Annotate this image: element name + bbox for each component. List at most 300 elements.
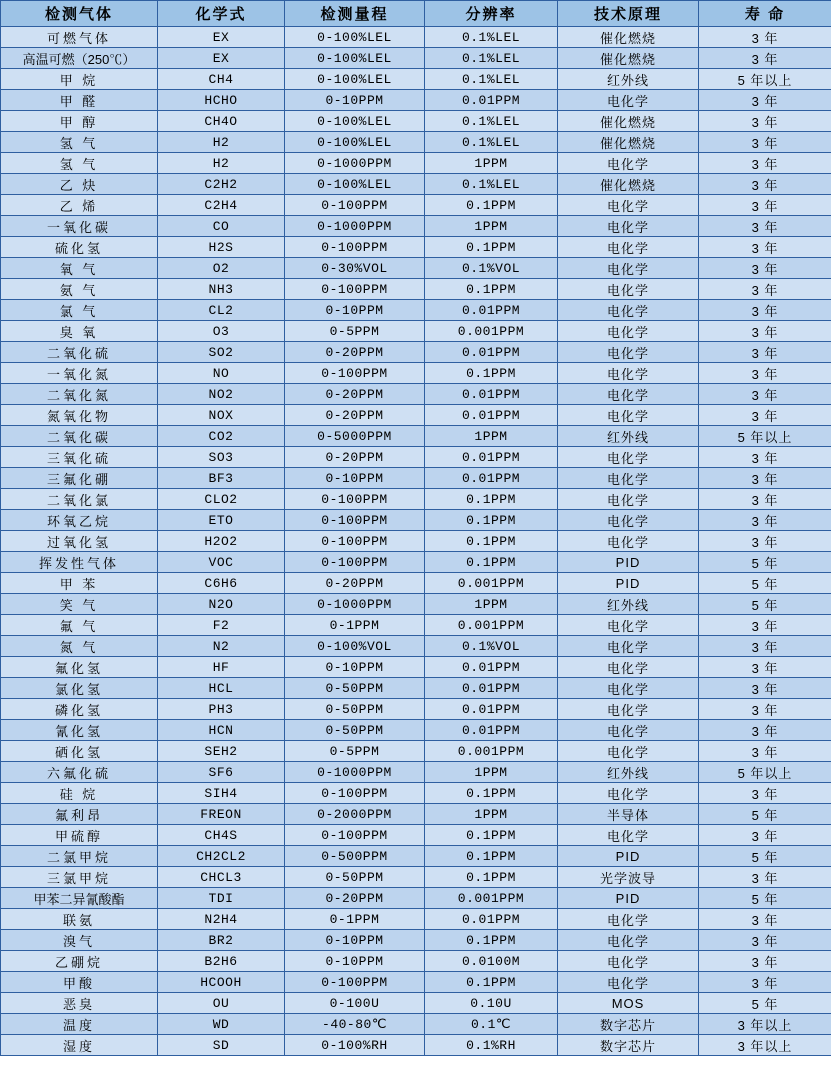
cell-formula: VOC	[158, 552, 285, 573]
cell-range: 0-100PPM	[285, 825, 425, 846]
cell-lifetime: 3 年	[699, 741, 831, 762]
cell-range: 0-100%LEL	[285, 27, 425, 48]
cell-gas: 六氟化硫	[1, 762, 158, 783]
cell-principle: 红外线	[558, 69, 699, 90]
cell-lifetime: 3 年	[699, 48, 831, 69]
cell-gas: 挥发性气体	[1, 552, 158, 573]
cell-resolution: 0.001PPM	[425, 573, 558, 594]
cell-gas: 氮 气	[1, 636, 158, 657]
cell-lifetime: 3 年	[699, 909, 831, 930]
cell-lifetime: 3 年	[699, 363, 831, 384]
table-row	[1, 804, 831, 825]
table-row	[1, 174, 831, 195]
cell-lifetime: 3 年	[699, 783, 831, 804]
cell-lifetime: 3 年	[699, 636, 831, 657]
cell-lifetime: 5 年	[699, 552, 831, 573]
cell-range: 0-100PPM	[285, 195, 425, 216]
cell-range: 0-100%LEL	[285, 69, 425, 90]
cell-principle: 电化学	[558, 972, 699, 993]
cell-principle: 数字芯片	[558, 1014, 699, 1035]
cell-range: 0-5PPM	[285, 741, 425, 762]
cell-lifetime: 3 年	[699, 510, 831, 531]
table-row	[1, 762, 831, 783]
cell-formula: CHCL3	[158, 867, 285, 888]
cell-principle: 电化学	[558, 825, 699, 846]
cell-lifetime: 5 年	[699, 804, 831, 825]
cell-principle: 电化学	[558, 636, 699, 657]
cell-resolution: 1PPM	[425, 426, 558, 447]
cell-resolution: 0.1%LEL	[425, 69, 558, 90]
table-row	[1, 405, 831, 426]
cell-resolution: 0.1%LEL	[425, 27, 558, 48]
cell-range: 0-5PPM	[285, 321, 425, 342]
cell-lifetime: 3 年	[699, 825, 831, 846]
cell-range: 0-100%RH	[285, 1035, 425, 1056]
cell-gas: 甲 醛	[1, 90, 158, 111]
table-row	[1, 132, 831, 153]
cell-principle: 红外线	[558, 762, 699, 783]
cell-gas: 可燃气体	[1, 27, 158, 48]
table-row	[1, 951, 831, 972]
cell-principle: 红外线	[558, 426, 699, 447]
cell-range: -40-80℃	[285, 1014, 425, 1035]
cell-gas: 湿度	[1, 1035, 158, 1056]
cell-formula: SD	[158, 1035, 285, 1056]
table-row	[1, 720, 831, 741]
cell-resolution: 0.01PPM	[425, 699, 558, 720]
cell-range: 0-10PPM	[285, 951, 425, 972]
cell-range: 0-20PPM	[285, 888, 425, 909]
table-header	[1, 1, 831, 27]
cell-range: 0-100PPM	[285, 237, 425, 258]
cell-range: 0-100PPM	[285, 363, 425, 384]
cell-formula: C2H4	[158, 195, 285, 216]
cell-formula: NH3	[158, 279, 285, 300]
cell-lifetime: 5 年	[699, 993, 831, 1014]
cell-range: 0-100PPM	[285, 510, 425, 531]
cell-formula: CH4	[158, 69, 285, 90]
table-row	[1, 846, 831, 867]
cell-formula: C2H2	[158, 174, 285, 195]
cell-formula: SO3	[158, 447, 285, 468]
cell-range: 0-100PPM	[285, 279, 425, 300]
cell-gas: 氟利昂	[1, 804, 158, 825]
cell-range: 0-30%VOL	[285, 258, 425, 279]
cell-principle: 电化学	[558, 510, 699, 531]
cell-range: 0-500PPM	[285, 846, 425, 867]
cell-lifetime: 3 年	[699, 405, 831, 426]
cell-resolution: 0.001PPM	[425, 888, 558, 909]
cell-formula: CLO2	[158, 489, 285, 510]
cell-lifetime: 3 年	[699, 216, 831, 237]
cell-principle: 催化燃烧	[558, 174, 699, 195]
cell-principle: 催化燃烧	[558, 132, 699, 153]
cell-formula: CL2	[158, 300, 285, 321]
cell-gas: 溴气	[1, 930, 158, 951]
cell-resolution: 0.1PPM	[425, 783, 558, 804]
cell-lifetime: 3 年	[699, 720, 831, 741]
cell-range: 0-5000PPM	[285, 426, 425, 447]
cell-range: 0-1PPM	[285, 615, 425, 636]
column-header-gas: 检测气体	[1, 1, 158, 27]
table-row	[1, 972, 831, 993]
cell-formula: B2H6	[158, 951, 285, 972]
cell-principle: 电化学	[558, 531, 699, 552]
table-row	[1, 783, 831, 804]
cell-lifetime: 3 年	[699, 468, 831, 489]
cell-principle: 电化学	[558, 279, 699, 300]
cell-resolution: 0.1%RH	[425, 1035, 558, 1056]
cell-gas: 氢 气	[1, 132, 158, 153]
cell-resolution: 1PPM	[425, 153, 558, 174]
cell-lifetime: 3 年	[699, 678, 831, 699]
cell-formula: SF6	[158, 762, 285, 783]
cell-principle: PID	[558, 888, 699, 909]
cell-gas: 氯化氢	[1, 678, 158, 699]
table-row	[1, 867, 831, 888]
cell-gas: 乙硼烷	[1, 951, 158, 972]
cell-gas: 二氧化碳	[1, 426, 158, 447]
cell-lifetime: 3 年	[699, 195, 831, 216]
table-row	[1, 279, 831, 300]
cell-lifetime: 3 年	[699, 699, 831, 720]
cell-lifetime: 3 年	[699, 447, 831, 468]
cell-principle: 催化燃烧	[558, 111, 699, 132]
cell-resolution: 0.01PPM	[425, 468, 558, 489]
cell-principle: 电化学	[558, 657, 699, 678]
table-row	[1, 552, 831, 573]
cell-resolution: 0.01PPM	[425, 909, 558, 930]
cell-resolution: 1PPM	[425, 762, 558, 783]
cell-range: 0-100U	[285, 993, 425, 1014]
table-row	[1, 594, 831, 615]
cell-resolution: 0.01PPM	[425, 678, 558, 699]
cell-formula: NOX	[158, 405, 285, 426]
cell-range: 0-2000PPM	[285, 804, 425, 825]
cell-formula: OU	[158, 993, 285, 1014]
cell-lifetime: 5 年	[699, 846, 831, 867]
table-row	[1, 90, 831, 111]
table-row	[1, 27, 831, 48]
cell-lifetime: 3 年	[699, 27, 831, 48]
cell-principle: PID	[558, 573, 699, 594]
cell-gas: 甲酸	[1, 972, 158, 993]
cell-resolution: 0.1%LEL	[425, 132, 558, 153]
cell-lifetime: 3 年	[699, 237, 831, 258]
cell-range: 0-10PPM	[285, 300, 425, 321]
cell-formula: FREON	[158, 804, 285, 825]
column-header-lifetime: 寿 命	[699, 1, 831, 27]
column-header-range: 检测量程	[285, 1, 425, 27]
cell-range: 0-10PPM	[285, 930, 425, 951]
cell-formula: C6H6	[158, 573, 285, 594]
cell-lifetime: 5 年以上	[699, 426, 831, 447]
cell-principle: 电化学	[558, 258, 699, 279]
cell-lifetime: 3 年以上	[699, 1035, 831, 1056]
cell-lifetime: 3 年	[699, 258, 831, 279]
cell-formula: NO2	[158, 384, 285, 405]
cell-gas: 甲 醇	[1, 111, 158, 132]
cell-principle: 电化学	[558, 90, 699, 111]
cell-gas: 二氧化硫	[1, 342, 158, 363]
cell-principle: 电化学	[558, 216, 699, 237]
table-row	[1, 699, 831, 720]
cell-resolution: 0.1PPM	[425, 363, 558, 384]
cell-principle: 电化学	[558, 930, 699, 951]
cell-principle: 电化学	[558, 342, 699, 363]
table-row	[1, 1014, 831, 1035]
table-row	[1, 825, 831, 846]
cell-range: 0-50PPM	[285, 720, 425, 741]
cell-gas: 高温可燃（250℃）	[1, 48, 158, 69]
cell-lifetime: 3 年	[699, 951, 831, 972]
cell-resolution: 1PPM	[425, 804, 558, 825]
cell-range: 0-100PPM	[285, 972, 425, 993]
cell-formula: SIH4	[158, 783, 285, 804]
cell-range: 0-100PPM	[285, 489, 425, 510]
cell-formula: CH4O	[158, 111, 285, 132]
cell-gas: 恶臭	[1, 993, 158, 1014]
cell-lifetime: 3 年	[699, 321, 831, 342]
cell-lifetime: 5 年	[699, 573, 831, 594]
cell-lifetime: 3 年	[699, 615, 831, 636]
cell-principle: 电化学	[558, 678, 699, 699]
cell-principle: 电化学	[558, 300, 699, 321]
cell-resolution: 0.01PPM	[425, 405, 558, 426]
table-row	[1, 678, 831, 699]
cell-gas: 硅 烷	[1, 783, 158, 804]
table-row	[1, 447, 831, 468]
cell-principle: PID	[558, 846, 699, 867]
cell-gas: 氟 气	[1, 615, 158, 636]
cell-formula: N2O	[158, 594, 285, 615]
cell-formula: CH4S	[158, 825, 285, 846]
table-row	[1, 426, 831, 447]
cell-lifetime: 3 年	[699, 489, 831, 510]
column-header-resolution: 分辨率	[425, 1, 558, 27]
cell-formula: SO2	[158, 342, 285, 363]
cell-gas: 乙 炔	[1, 174, 158, 195]
cell-principle: 电化学	[558, 405, 699, 426]
cell-formula: NO	[158, 363, 285, 384]
cell-gas: 二氧化氮	[1, 384, 158, 405]
cell-gas: 氧 气	[1, 258, 158, 279]
cell-lifetime: 3 年	[699, 867, 831, 888]
cell-resolution: 0.1PPM	[425, 279, 558, 300]
cell-range: 0-1PPM	[285, 909, 425, 930]
cell-resolution: 1PPM	[425, 216, 558, 237]
table-row	[1, 657, 831, 678]
cell-formula: H2	[158, 132, 285, 153]
cell-resolution: 0.1PPM	[425, 531, 558, 552]
table-row	[1, 69, 831, 90]
cell-principle: 电化学	[558, 237, 699, 258]
cell-lifetime: 3 年	[699, 342, 831, 363]
cell-range: 0-100%VOL	[285, 636, 425, 657]
cell-lifetime: 3 年	[699, 279, 831, 300]
cell-resolution: 0.1℃	[425, 1014, 558, 1035]
cell-formula: ETO	[158, 510, 285, 531]
cell-gas: 臭 氧	[1, 321, 158, 342]
table-row	[1, 510, 831, 531]
cell-principle: 光学波导	[558, 867, 699, 888]
cell-gas: 硫化氢	[1, 237, 158, 258]
cell-lifetime: 3 年	[699, 300, 831, 321]
cell-principle: 数字芯片	[558, 1035, 699, 1056]
cell-lifetime: 3 年以上	[699, 1014, 831, 1035]
cell-principle: 红外线	[558, 594, 699, 615]
table-row	[1, 342, 831, 363]
cell-principle: 电化学	[558, 909, 699, 930]
cell-formula: TDI	[158, 888, 285, 909]
cell-resolution: 0.01PPM	[425, 384, 558, 405]
cell-resolution: 0.10U	[425, 993, 558, 1014]
cell-range: 0-100%LEL	[285, 132, 425, 153]
cell-resolution: 0.001PPM	[425, 321, 558, 342]
cell-resolution: 0.1PPM	[425, 930, 558, 951]
cell-formula: CH2CL2	[158, 846, 285, 867]
cell-principle: 电化学	[558, 720, 699, 741]
cell-principle: 电化学	[558, 384, 699, 405]
table-row	[1, 468, 831, 489]
cell-gas: 氟化氢	[1, 657, 158, 678]
cell-principle: 催化燃烧	[558, 48, 699, 69]
cell-formula: PH3	[158, 699, 285, 720]
cell-range: 0-1000PPM	[285, 762, 425, 783]
cell-resolution: 0.1PPM	[425, 510, 558, 531]
cell-range: 0-50PPM	[285, 867, 425, 888]
cell-range: 0-10PPM	[285, 468, 425, 489]
cell-lifetime: 3 年	[699, 90, 831, 111]
cell-principle: 电化学	[558, 951, 699, 972]
table-row	[1, 216, 831, 237]
cell-principle: 电化学	[558, 489, 699, 510]
table-row	[1, 300, 831, 321]
column-header-formula: 化学式	[158, 1, 285, 27]
cell-lifetime: 3 年	[699, 153, 831, 174]
cell-range: 0-100%LEL	[285, 174, 425, 195]
cell-range: 0-50PPM	[285, 699, 425, 720]
table-row	[1, 321, 831, 342]
cell-range: 0-100%LEL	[285, 48, 425, 69]
cell-gas: 硒化氢	[1, 741, 158, 762]
table-row	[1, 573, 831, 594]
cell-principle: 电化学	[558, 615, 699, 636]
cell-gas: 甲硫醇	[1, 825, 158, 846]
table-row	[1, 888, 831, 909]
cell-gas: 三氯甲烷	[1, 867, 158, 888]
table-row	[1, 993, 831, 1014]
cell-range: 0-20PPM	[285, 342, 425, 363]
table-row	[1, 909, 831, 930]
cell-formula: N2H4	[158, 909, 285, 930]
table-row	[1, 384, 831, 405]
cell-gas: 氯 气	[1, 300, 158, 321]
cell-formula: HF	[158, 657, 285, 678]
table-row	[1, 531, 831, 552]
cell-resolution: 1PPM	[425, 594, 558, 615]
cell-range: 0-20PPM	[285, 573, 425, 594]
cell-lifetime: 5 年	[699, 888, 831, 909]
cell-formula: EX	[158, 27, 285, 48]
cell-lifetime: 3 年	[699, 384, 831, 405]
cell-range: 0-1000PPM	[285, 594, 425, 615]
cell-principle: 电化学	[558, 363, 699, 384]
cell-formula: WD	[158, 1014, 285, 1035]
table-row	[1, 1035, 831, 1056]
cell-gas: 甲苯二异氰酸酯	[1, 888, 158, 909]
cell-lifetime: 3 年	[699, 111, 831, 132]
cell-gas: 过氧化氢	[1, 531, 158, 552]
cell-gas: 甲 苯	[1, 573, 158, 594]
cell-resolution: 0.01PPM	[425, 720, 558, 741]
cell-resolution: 0.1%LEL	[425, 111, 558, 132]
cell-lifetime: 3 年	[699, 930, 831, 951]
cell-formula: CO	[158, 216, 285, 237]
cell-lifetime: 5 年以上	[699, 762, 831, 783]
cell-resolution: 0.0100M	[425, 951, 558, 972]
table-row	[1, 489, 831, 510]
cell-gas: 二氯甲烷	[1, 846, 158, 867]
cell-resolution: 0.01PPM	[425, 657, 558, 678]
cell-principle: PID	[558, 552, 699, 573]
cell-resolution: 0.1PPM	[425, 237, 558, 258]
cell-gas: 环氧乙烷	[1, 510, 158, 531]
cell-gas: 磷化氢	[1, 699, 158, 720]
cell-gas: 氮氧化物	[1, 405, 158, 426]
cell-range: 0-1000PPM	[285, 216, 425, 237]
table-row	[1, 615, 831, 636]
cell-principle: 半导体	[558, 804, 699, 825]
cell-resolution: 0.01PPM	[425, 342, 558, 363]
cell-gas: 联氨	[1, 909, 158, 930]
cell-gas: 甲 烷	[1, 69, 158, 90]
cell-gas: 一氧化碳	[1, 216, 158, 237]
table-row	[1, 195, 831, 216]
cell-range: 0-20PPM	[285, 405, 425, 426]
cell-lifetime: 5 年以上	[699, 69, 831, 90]
cell-resolution: 0.1PPM	[425, 195, 558, 216]
cell-gas: 温度	[1, 1014, 158, 1035]
cell-formula: BF3	[158, 468, 285, 489]
cell-resolution: 0.1PPM	[425, 972, 558, 993]
cell-principle: 电化学	[558, 321, 699, 342]
cell-resolution: 0.001PPM	[425, 741, 558, 762]
cell-principle: 电化学	[558, 153, 699, 174]
table-row	[1, 363, 831, 384]
cell-lifetime: 3 年	[699, 657, 831, 678]
cell-resolution: 0.1%VOL	[425, 258, 558, 279]
cell-formula: O2	[158, 258, 285, 279]
cell-principle: 催化燃烧	[558, 27, 699, 48]
cell-formula: HCL	[158, 678, 285, 699]
cell-resolution: 0.1%LEL	[425, 174, 558, 195]
cell-resolution: 0.1PPM	[425, 825, 558, 846]
cell-range: 0-20PPM	[285, 384, 425, 405]
cell-formula: EX	[158, 48, 285, 69]
cell-gas: 三氧化硫	[1, 447, 158, 468]
cell-gas: 一氧化氮	[1, 363, 158, 384]
cell-formula: CO2	[158, 426, 285, 447]
cell-resolution: 0.1%VOL	[425, 636, 558, 657]
table-row	[1, 258, 831, 279]
cell-range: 0-1000PPM	[285, 153, 425, 174]
cell-resolution: 0.1PPM	[425, 552, 558, 573]
table-row	[1, 930, 831, 951]
cell-range: 0-10PPM	[285, 657, 425, 678]
cell-formula: H2O2	[158, 531, 285, 552]
table-row	[1, 237, 831, 258]
